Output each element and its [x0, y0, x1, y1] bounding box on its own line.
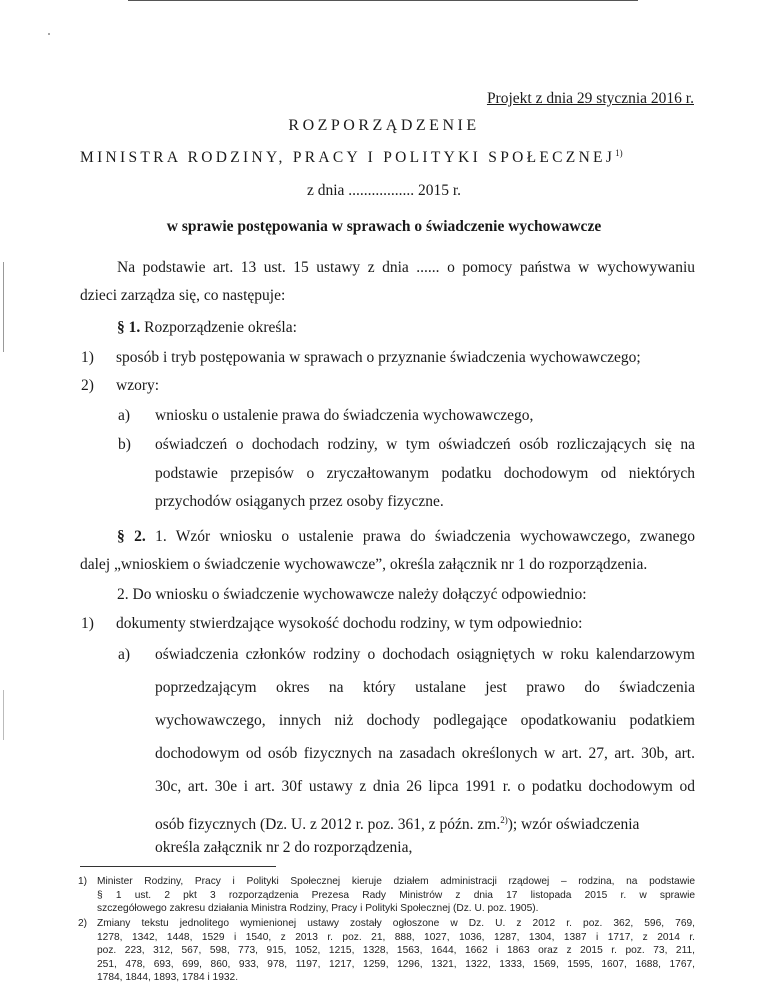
preamble-line: Na podstawie art. 13 ust. 15 ustawy z dnia ...... o pomocy państwa w wychowywaniu — [117, 259, 695, 276]
footnote-number: 1) — [78, 876, 88, 887]
top-rule — [128, 0, 638, 1]
subitem-line: określa załącznik nr 2 do rozporządzenia, — [155, 839, 413, 856]
issuer-line — [80, 148, 700, 167]
section-2-line: 2. Do wniosku o świadczenie wychowawcze należy dołączyć odpowiednio: — [117, 586, 587, 603]
scan-speck — [48, 33, 50, 35]
section-2-line — [117, 523, 695, 551]
subitem-letter: a) — [118, 646, 131, 663]
subitem-line: dochodowym od osób fizycznych na zasadach określonych w art. 27, art. 30b, art. — [155, 745, 695, 762]
section-mark: § 2. — [117, 528, 146, 545]
footnote-separator — [80, 866, 276, 867]
subitem-line: poprzedzającym okres na który ustalane jest prawo do świadczenia — [155, 679, 695, 696]
subitem-line: podstawie przepisów o zryczałtowanym podatku dochodowym od niektórych — [155, 465, 695, 482]
section-mark: § 1. — [117, 319, 141, 336]
text-run: ); wzór oświadczenia — [507, 816, 640, 834]
footnote-line: 251, 478, 693, 699, 860, 933, 978, 1197, 1217, 1259, 1296, 1321, 1322, 1333, 1569, 1595, 1607, 1688, 1767, — [97, 958, 695, 970]
subitem-line: oświadczeń o dochodach rodziny, w tym oświadczeń osób rozliczających się na — [155, 436, 695, 453]
section-text: 1. Wzór wniosku o ustalenie prawa do świadczenia wychowawczego, zwanego — [155, 528, 696, 545]
footnote-ref: 2) — [500, 815, 508, 825]
subitem-line: wychowawczego, innych niż dochody podlegające opodatkowaniu podatkiem — [155, 712, 695, 729]
footnote-text — [97, 917, 695, 985]
subitem-letter: a) — [118, 407, 131, 424]
document-subject: w sprawie postępowania w sprawach o świadczenie wychowawcze — [166, 218, 602, 235]
scan-margin-mark — [3, 690, 4, 740]
item-number: 1) — [81, 349, 94, 366]
item-number: 2) — [81, 377, 94, 394]
subitem-line: oświadczenia członków rodziny o dochodach osiągniętych w roku kalendarzowym — [155, 646, 695, 663]
section-1-heading — [117, 314, 297, 342]
footnote-line: poz. 223, 312, 567, 598, 773, 915, 1052, 1215, 1328, 1563, 1644, 1662 i 1863 oraz z 2015 r. poz. 73, 211, — [97, 945, 695, 957]
footnote-line: § 1 ust. 2 pkt 3 rozporządzenia Prezesa Rady Ministrów z dnia 17 listopada 2015 r. w sprawie — [97, 889, 695, 901]
subitem-line: przychodów osiąganych przez osoby fizyczne. — [155, 493, 444, 510]
footnote-line: Zmiany tekstu jednolitego wymienionej ustawy zostały ogłoszone w Dz. U. z 2012 r. poz. 362, 596, 769, — [97, 918, 695, 929]
issue-date: z dnia ................. 2015 r. — [306, 182, 462, 199]
subitem: wniosku o ustalenie prawa do świadczenia wychowawczego, — [155, 407, 534, 424]
footnote-line: 1278, 1342, 1448, 1529 i 1540, z 2013 r. poz. 21, 888, 1027, 1036, 1287, 1304, 1387 i 1717, z 2014 r. — [97, 931, 695, 943]
footnote-line: Minister Rodziny, Pracy i Polityki Społecznej kieruje działem administracji rządowej – rodzina, na podstawie — [97, 876, 695, 887]
footnote-number: 2) — [78, 918, 88, 929]
footnote-line: szczegółowego zakresu działania Ministra Rodziny, Pracy i Polityki Społecznej (Dz. U. poz. 1905). — [97, 903, 539, 915]
subitem-line: 30c, art. 30e i art. 30f ustawy z dnia 26 lipca 1991 r. o podatku dochodowym od — [155, 778, 695, 795]
section-2-line: dalej „wnioskiem o świadczenie wychowawcze”, określa załącznik nr 1 do rozporządzenia. — [80, 556, 648, 573]
list-item: sposób i tryb postępowania w sprawach o przyznanie świadczenia wychowawczego; — [116, 349, 641, 366]
subitem-letter: b) — [118, 436, 131, 453]
list-item: dokumenty stwierdzające wysokość dochodu rodziny, w tym odpowiednio: — [116, 615, 583, 632]
footnote-ref: 1) — [615, 148, 623, 158]
preamble-line: dzieci zarządza się, co następuje: — [80, 287, 286, 304]
item-number: 1) — [81, 615, 94, 632]
footnote-text — [97, 875, 695, 916]
list-item: wzory: — [116, 377, 160, 394]
scan-margin-mark — [3, 262, 4, 352]
document-title: ROZPORZĄDZENIE — [288, 117, 480, 134]
section-text: Rozporządzenie określa: — [144, 319, 297, 336]
text-run: osób fizycznych (Dz. U. z 2012 r. poz. 361, z późn. zm. — [155, 816, 501, 834]
project-date: Projekt z dnia 29 stycznia 2016 r. — [486, 90, 694, 107]
issuer-name: MINISTRA RODZINY, PRACY I POLITYKI SPOŁECZNEJ — [80, 149, 616, 167]
footnote-line: 1784, 1844, 1893, 1784 i 1932. — [97, 972, 239, 984]
